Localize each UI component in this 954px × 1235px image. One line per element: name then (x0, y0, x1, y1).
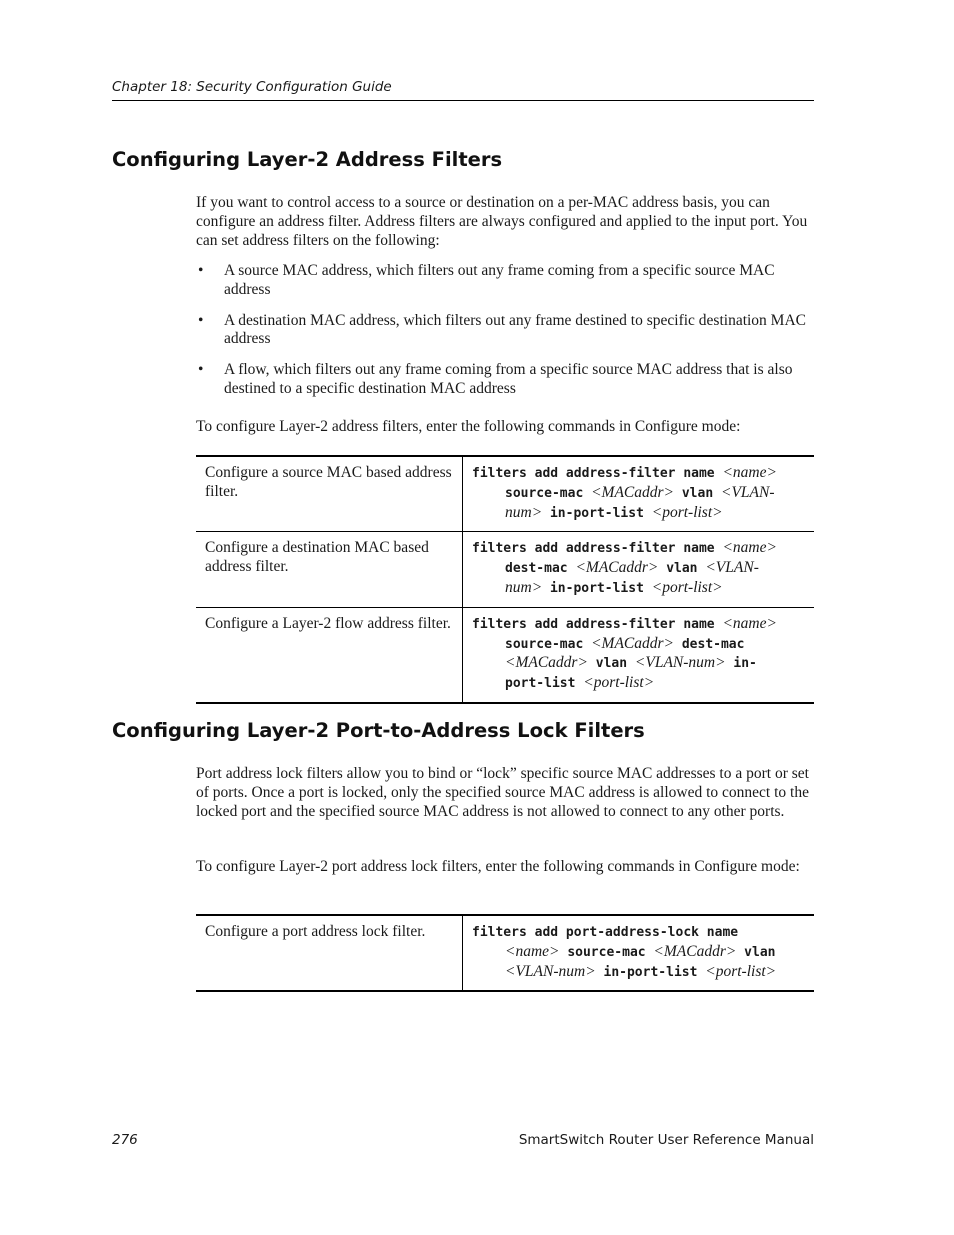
list-item: • A source MAC address, which filters out any frame coming from a specific source MAC address (198, 262, 775, 298)
command-syntax: filters add port-address-lock name <name> source-mac <MACaddr> vlan <VLAN-num> in-port-list <port-list> (472, 925, 777, 980)
bullet-icon: • (198, 311, 204, 329)
bullet-icon: • (198, 262, 204, 279)
command-description: Configure a Layer-2 flow address filter. (196, 607, 463, 703)
list-item: • A destination MAC address, which filters out any frame destined to specific destination MAC address (198, 311, 806, 348)
intro-paragraph: If you want to control access to a source or destination on a per-MAC address basis, you can configure an address filter. Address filters are always configured and applied to the input port. You can set address filters on the following: (196, 194, 808, 249)
command-syntax: filters add address-filter name <name> source-mac <MACaddr> dest-mac <MACaddr> vlan <VLAN-num> in- port-list <port-list> (463, 607, 815, 703)
command-syntax: filters add address-filter name <name> dest-mac <MACaddr> vlan <VLAN- num> in-port-list <port-list> (463, 532, 815, 607)
table-row (196, 915, 814, 991)
running-header (112, 79, 814, 101)
chapter-title: Chapter 18: Security Configuration Guide (112, 79, 392, 95)
table-row (196, 607, 814, 703)
port-lock-instruction: To configure Layer-2 port address lock filters, enter the following commands in Configure mode: (196, 858, 800, 875)
section-heading-address-filters: Configuring Layer-2 Address Filters (112, 148, 503, 171)
command-description: Configure a source MAC based address filter. (196, 456, 463, 532)
bullet-icon: • (198, 361, 204, 379)
manual-title: SmartSwitch Router User Reference Manual (518, 1132, 814, 1148)
address-filters-body (196, 194, 814, 250)
intro-paragraph: Port address lock filters allow you to bind or “lock” specific source MAC addresses to a port or set of ports. Once a port is locked, only the specified source MAC address is allowed to connect to the locked port and the specified source MAC address is not allowed to connect to any other ports. (196, 765, 809, 820)
filter-types-list (196, 262, 814, 399)
table-row (196, 456, 814, 532)
port-lock-body (196, 765, 814, 821)
port-lock-command-table (196, 914, 814, 992)
command-description: Configure a destination MAC based address filter. (196, 532, 463, 607)
section-heading-port-lock-filters: Configuring Layer-2 Port-to-Address Lock Filters (112, 719, 645, 742)
page-number: 276 (112, 1132, 138, 1148)
command-description: Configure a port address lock filter. (196, 915, 463, 991)
address-filters-instruction: To configure Layer-2 address filters, enter the following commands in Configure mode: (196, 418, 741, 435)
address-filter-command-table (196, 455, 814, 704)
list-item: • A flow, which filters out any frame coming from a specific source MAC address that is also destined to a specific destination MAC address (198, 361, 793, 397)
table-row (196, 532, 814, 607)
command-syntax: filters add address-filter name <name> source-mac <MACaddr> vlan <VLAN- num> in-port-list <port-list> (472, 464, 777, 521)
